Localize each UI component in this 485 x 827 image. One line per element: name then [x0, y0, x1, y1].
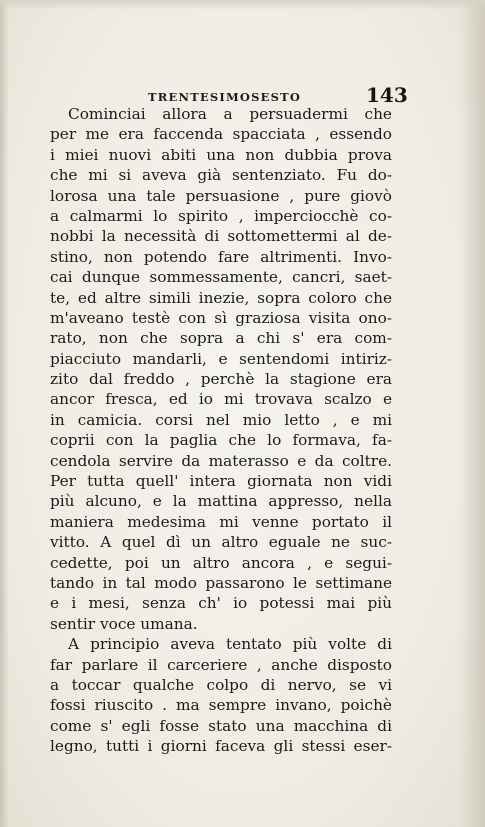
text-line: cai dunque sommessamente, cancri, saet- — [50, 268, 392, 287]
text-line: cendola servire da materasso e da coltre. — [50, 451, 392, 470]
text-line: ancor fresca, ed io mi trovava scalzo e — [50, 390, 392, 409]
text-line: te, ed altre simili inezie, sopra coloro che — [50, 288, 392, 307]
text-line: i miei nuovi abiti una non dubbia prova — [50, 145, 392, 164]
text-line: vitto. A quel dì un altro eguale ne suc- — [50, 533, 392, 552]
text-line: lorosa una tale persuasione , pure giovò — [50, 186, 392, 205]
text-line: Cominciai allora a persuadermi che — [68, 105, 392, 123]
text-line: zito dal freddo , perchè la stagione era — [50, 370, 392, 389]
text-line: a toccar qualche colpo di nervo, se vi — [50, 675, 392, 694]
text-line: più alcuno, e la mattina appresso, nella — [50, 492, 392, 511]
text-line: legno, tutti i giorni faceva gli stessi eser- — [50, 737, 392, 756]
page-number: 143 — [366, 83, 408, 107]
text-line: per me era faccenda spacciata , essendo — [50, 125, 392, 144]
running-title: TRENTESIMOSESTO — [148, 90, 302, 104]
text-line: a calmarmi lo spirito , imperciocchè co- — [50, 206, 392, 225]
text-line: sentir voce umana. — [50, 614, 198, 633]
text-line: e i mesi, senza ch' io potessi mai più — [50, 594, 392, 613]
text-line: fossi riuscito . ma sempre invano, poichè — [50, 696, 392, 715]
text-line: piacciuto mandarli, e sentendomi intiriz- — [50, 349, 392, 368]
page-edge-shadow-left — [0, 0, 9, 827]
text-line: A principio aveva tentato più volte di — [68, 635, 392, 654]
text-line: che mi si aveva già sentenziato. Fu do- — [50, 166, 392, 185]
text-line: nobbi la necessità di sottomettermi al de- — [50, 227, 392, 246]
text-line: Per tutta quell' intera giornata non vidi — [50, 472, 392, 491]
text-line: far parlare il carceriere , anche disposto — [50, 655, 392, 674]
text-line: cedette, poi un altro ancora , e segui- — [50, 553, 392, 572]
text-line: come s' egli fosse stato una macchina di — [50, 716, 392, 735]
text-line: m'aveano testè con sì graziosa visita ono- — [50, 308, 392, 327]
page-edge-shadow-top — [0, 0, 485, 10]
body-text — [50, 104, 392, 757]
text-line: coprii con la paglia che lo formava, fa- — [50, 431, 392, 450]
text-line: rato, non che sopra a chi s' era com- — [50, 329, 392, 348]
text-line: tando in tal modo passarono le settimane — [50, 573, 392, 592]
page-edge-shadow-right — [459, 0, 485, 827]
text-line: in camicia. corsi nel mio letto , e mi — [50, 410, 392, 429]
text-line: maniera medesima mi venne portato il — [50, 512, 392, 531]
text-line: stino, non potendo fare altrimenti. Invo- — [50, 247, 392, 266]
